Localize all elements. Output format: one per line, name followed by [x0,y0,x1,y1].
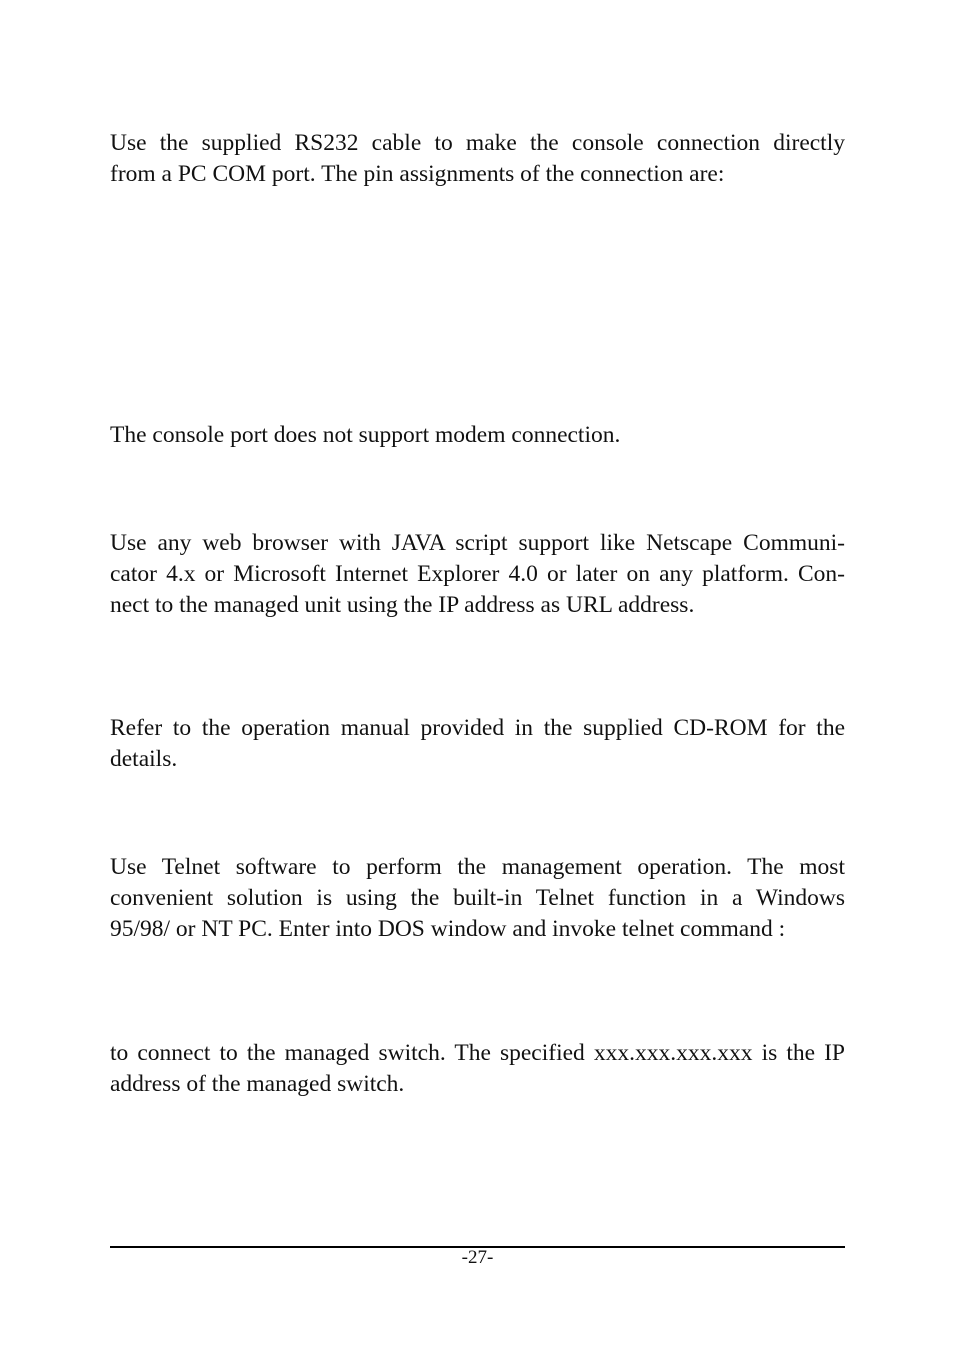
paragraph-line: Use any web browser with JAVA script support like Netscape Communi- [110,530,845,556]
paragraph-line: convenient solution is using the built-in Telnet function in a Windows [110,885,845,911]
paragraph-line: cator 4.x or Microsoft Internet Explorer 4.0 or later on any platform. Con- [110,561,845,587]
console-cable-paragraph [110,128,845,190]
paragraph-line: nect to the managed unit using the IP address as URL address. [110,592,695,618]
paragraph-line: address of the managed switch. [110,1071,405,1097]
paragraph-line: Use Telnet software to perform the management operation. The most [110,854,845,880]
paragraph-line: to connect to the managed switch. The specified xxx.xxx.xxx.xxx is the IP [110,1040,845,1066]
manual-reference-paragraph [110,713,845,775]
modem-note-paragraph [110,420,845,451]
paragraph-line: details. [110,746,178,772]
web-browser-paragraph [110,528,845,621]
paragraph-line: Refer to the operation manual provided in the supplied CD-ROM for the [110,715,845,741]
paragraph-line: from a PC COM port. The pin assignments of the connection are: [110,161,725,187]
paragraph-line: Use the supplied RS232 cable to make the console connection directly [110,130,845,156]
telnet-connect-paragraph [110,1038,845,1100]
paragraph-line: The console port does not support modem connection. [110,422,621,448]
page-number: -27- [461,1247,494,1268]
paragraph-line: 95/98/ or NT PC. Enter into DOS window and invoke telnet command : [110,916,786,942]
telnet-paragraph [110,852,845,945]
